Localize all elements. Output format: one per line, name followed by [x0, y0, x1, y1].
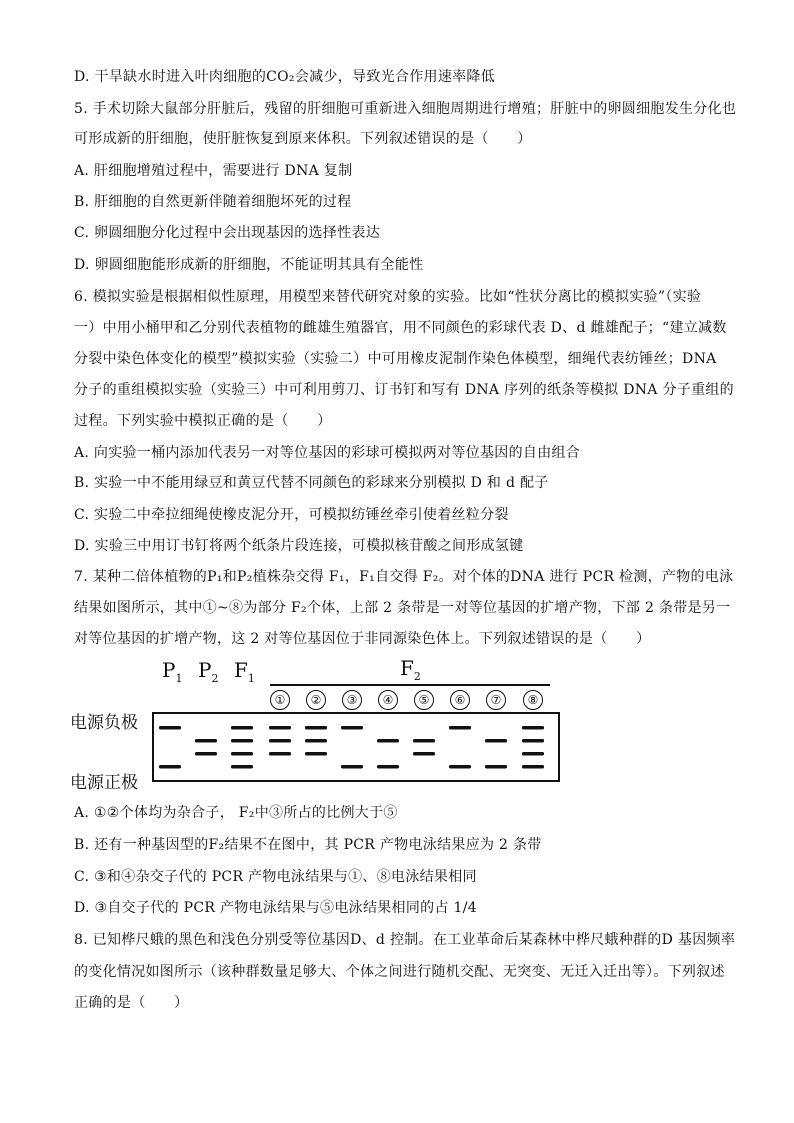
lane-number-7: ⑦ — [486, 690, 506, 710]
gel-band — [449, 726, 471, 730]
lane-number-3: ③ — [342, 690, 362, 710]
gel-band — [485, 739, 507, 743]
text-line: D. 卵圆细胞能形成新的肝细胞，不能证明其具有全能性 — [74, 257, 424, 273]
f2-bracket-line — [270, 684, 550, 686]
gel-band — [522, 739, 544, 743]
text-line: 5. 手术切除大鼠部分肝脏后，残留的肝细胞可重新进入细胞周期进行增殖；肝脏中的卵圆细胞发生分化也 — [74, 101, 737, 117]
lane-label-p2: $P_2$ — [198, 658, 219, 685]
lane-number-4: ④ — [378, 690, 398, 710]
gel-band — [413, 752, 435, 756]
text-line: C. ③和④杂交子代的 PCR 产物电泳结果与①、⑧电泳结果相同 — [74, 869, 477, 885]
text-line: 分子的重组模拟实验（实验三）中可利用剪刀、订书钉和写有 DNA 序列的纸条等模拟 DNA 分子重组的 — [74, 382, 734, 398]
gel-band — [231, 765, 253, 769]
text-line: 过程。下列实验中模拟正确的是（ ） — [74, 413, 332, 429]
text-line: 7. 某种二倍体植物的P₁和P₂植株杂交得 F₁，F₁自交得 F₂。对个体的DNA 进行 PCR 检测，产物的电泳 — [74, 569, 734, 585]
gel-band — [522, 765, 544, 769]
gel-band — [341, 726, 363, 730]
lane-label-f2: $F_2$ — [400, 656, 421, 683]
text-line: B. 肝细胞的自然更新伴随着细胞坏死的过程 — [74, 194, 352, 210]
lane-label-f1: $F_1$ — [234, 658, 255, 685]
gel-band — [377, 739, 399, 743]
gel-band — [159, 726, 181, 730]
gel-band — [269, 739, 291, 743]
lane-label-p1: $P_1$ — [162, 658, 183, 685]
negative-pole-label: 电源负极 — [70, 713, 138, 733]
lane-number-6: ⑥ — [450, 690, 470, 710]
text-line: D. 实验三中用订书钉将两个纸条片段连接，可模拟核苷酸之间形成氢键 — [74, 538, 524, 554]
text-line: B. 还有一种基因型的F₂结果不在图中，其 PCR 产物电泳结果应为 2 条带 — [74, 837, 542, 853]
text-line: 6. 模拟实验是根据相似性原理，用模型来替代研究对象的实验。比如“性状分离比的模拟实验”（实验 — [74, 289, 702, 305]
text-line: 8. 已知桦尺蛾的黑色和浅色分别受等位基因D、d 控制。在工业革命后某森林中桦尺蛾种群的D 基因频率 — [74, 932, 736, 948]
text-line: D. 干旱缺水时进入叶肉细胞的CO₂会减少，导致光合作用速率降低 — [74, 69, 496, 85]
gel-band — [305, 739, 327, 743]
text-line: 的变化情况如图所示（该种群数量足够大、个体之间进行随机交配、无突变、无迁入迁出等）。下列叙述 — [74, 964, 725, 980]
gel-band — [341, 765, 363, 769]
gel-band — [231, 739, 253, 743]
gel-band — [159, 765, 181, 769]
gel-band — [377, 765, 399, 769]
text-line: 对等位基因的扩增产物，这 2 对等位基因位于非同源染色体上。下列叙述错误的是（ ） — [74, 631, 651, 647]
text-line: 分裂中染色体变化的模型”模拟实验（实验二）中可用橡皮泥制作染色体模型，细绳代表纺锤丝；DNA — [74, 351, 717, 367]
text-line: 结果如图所示，其中①~⑧为部分 F₂个体，上部 2 条带是一对等位基因的扩增产物，下部 2 条带是另一 — [74, 600, 731, 616]
text-line: 可形成新的肝细胞，使肝脏恢复到原来体积。下列叙述错误的是（ ） — [74, 131, 532, 147]
text-line: 正确的是（ ） — [74, 995, 189, 1011]
gel-band — [195, 752, 217, 756]
gel-band — [449, 765, 471, 769]
lane-number-2: ② — [306, 690, 326, 710]
gel-band — [305, 726, 327, 730]
gel-band — [195, 739, 217, 743]
gel-band — [413, 739, 435, 743]
gel-band — [305, 752, 327, 756]
text-line: B. 实验一中不能用绿豆和黄豆代替不同颜色的彩球来分别模拟 D 和 d 配子 — [74, 475, 549, 491]
lane-number-1: ① — [270, 690, 290, 710]
text-line: A. 肝细胞增殖过程中，需要进行 DNA 复制 — [74, 163, 353, 179]
lane-number-8: ⑧ — [523, 690, 543, 710]
text-line: D. ③自交子代的 PCR 产物电泳结果与⑤电泳结果相同的占 1/4 — [74, 900, 477, 916]
text-line: A. 向实验一桶内添加代表另一对等位基因的彩球可模拟两对等位基因的自由组合 — [74, 445, 581, 461]
gel-band — [485, 765, 507, 769]
gel-band — [231, 752, 253, 756]
gel-band — [522, 752, 544, 756]
gel-band — [231, 726, 253, 730]
text-line: C. 卵圆细胞分化过程中会出现基因的选择性表达 — [74, 225, 381, 241]
lane-number-5: ⑤ — [414, 690, 434, 710]
gel-box — [152, 712, 562, 784]
positive-pole-label: 电源正极 — [70, 773, 138, 793]
gel-band — [269, 726, 291, 730]
text-line: 一）中用小桶甲和乙分别代表植物的雌雄生殖器官，用不同颜色的彩球代表 D、d 雌雄配子；“建立减数 — [74, 320, 727, 336]
gel-band — [522, 726, 544, 730]
gel-band — [269, 752, 291, 756]
electrophoresis-figure — [70, 652, 570, 792]
text-line: C. 实验二中牵拉细绳使橡皮泥分开，可模拟纺锤丝牵引使着丝粒分裂 — [74, 507, 509, 523]
text-line: A. ①②个体均为杂合子， F₂中③所占的比例大于⑤ — [74, 805, 398, 821]
